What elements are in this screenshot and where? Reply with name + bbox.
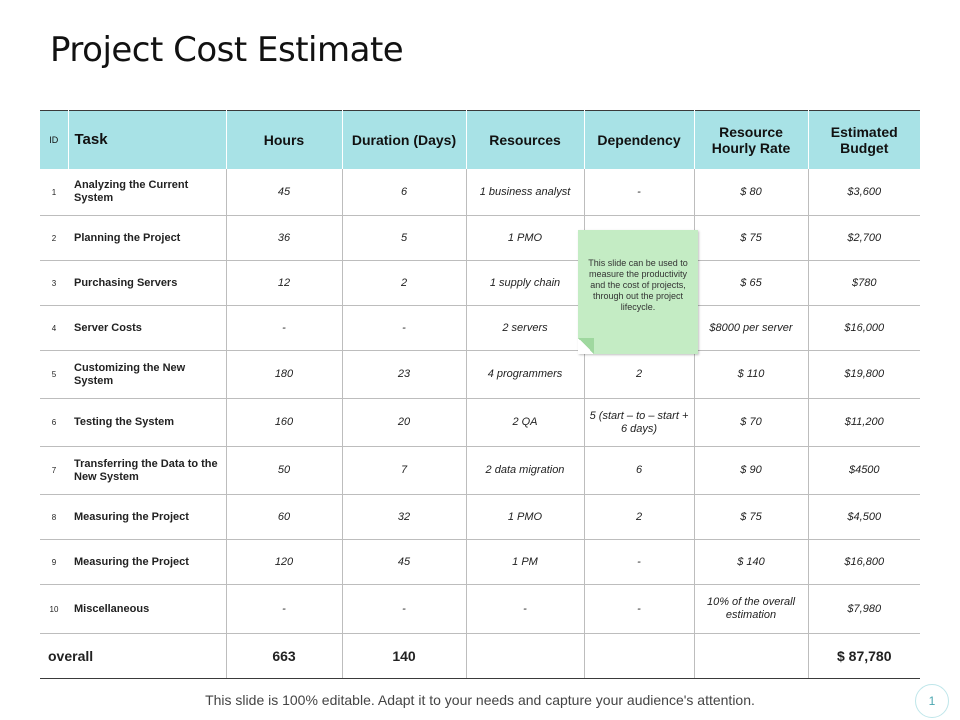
row-rate: $8000 per server [694,306,808,351]
table-row [40,261,920,306]
table-row [40,585,920,634]
table-row [40,216,920,261]
row-budget: $11,200 [808,399,920,447]
row-id: 8 [40,495,68,540]
row-duration: 32 [342,495,466,540]
total-hours: 663 [226,634,342,679]
row-dependency: - [584,169,694,216]
row-duration: - [342,306,466,351]
row-dependency: - [584,540,694,585]
row-task: Miscellaneous [68,585,226,634]
row-duration: 5 [342,216,466,261]
row-id: 1 [40,169,68,216]
slide-title: Project Cost Estimate [50,30,404,70]
row-duration: 23 [342,351,466,399]
row-id: 6 [40,399,68,447]
row-hours: 120 [226,540,342,585]
total-duration: 140 [342,634,466,679]
row-hours: 50 [226,447,342,495]
row-task: Transferring the Data to the New System [68,447,226,495]
table-row [40,169,920,216]
row-resources: 1 PMO [466,216,584,261]
row-rate: $ 65 [694,261,808,306]
table-row [40,495,920,540]
row-hours: - [226,306,342,351]
total-rate [694,634,808,679]
row-resources: - [466,585,584,634]
table-row [40,447,920,495]
header-resources: Resources [466,111,584,170]
row-resources: 1 supply chain [466,261,584,306]
row-rate: $ 90 [694,447,808,495]
row-resources: 1 PMO [466,495,584,540]
row-hours: 36 [226,216,342,261]
row-hours: 60 [226,495,342,540]
total-dependency [584,634,694,679]
header-task: Task [68,111,226,170]
row-id: 2 [40,216,68,261]
total-resources [466,634,584,679]
header-duration: Duration (Days) [342,111,466,170]
row-task: Analyzing the Current System [68,169,226,216]
row-task: Purchasing Servers [68,261,226,306]
table-row [40,351,920,399]
row-dependency: - [584,585,694,634]
header-budget: Estimated Budget [808,111,920,170]
header-dependency: Dependency [584,111,694,170]
row-budget: $2,700 [808,216,920,261]
row-budget: $7,980 [808,585,920,634]
row-hours: 180 [226,351,342,399]
row-hours: 12 [226,261,342,306]
table-row [40,399,920,447]
row-rate: $ 140 [694,540,808,585]
row-task: Testing the System [68,399,226,447]
row-duration: 2 [342,261,466,306]
row-dependency: 5 (start – to – start + 6 days) [584,399,694,447]
row-hours: - [226,585,342,634]
cost-estimate-table [40,110,920,679]
row-budget: $16,000 [808,306,920,351]
row-task: Server Costs [68,306,226,351]
header-id: ID [40,111,68,170]
row-id: 5 [40,351,68,399]
row-id: 3 [40,261,68,306]
row-budget: $3,600 [808,169,920,216]
row-budget: $4,500 [808,495,920,540]
row-resources: 1 business analyst [466,169,584,216]
row-dependency: 2 [584,495,694,540]
sticky-note-fold [578,338,594,354]
table-header-row [40,111,920,170]
header-hours: Hours [226,111,342,170]
row-duration: 6 [342,169,466,216]
row-resources: 4 programmers [466,351,584,399]
total-label: overall [40,634,226,679]
sticky-note-text: This slide can be used to measure the productivity and the cost of projects, through out the project lifecycle. [588,258,688,312]
sticky-note [578,230,698,354]
row-rate: 10% of the overall estimation [694,585,808,634]
page-number: 1 [915,684,949,718]
row-budget: $16,800 [808,540,920,585]
row-budget: $4500 [808,447,920,495]
row-rate: $ 110 [694,351,808,399]
row-id: 9 [40,540,68,585]
row-duration: 7 [342,447,466,495]
row-id: 7 [40,447,68,495]
row-resources: 1 PM [466,540,584,585]
row-rate: $ 75 [694,216,808,261]
row-rate: $ 80 [694,169,808,216]
row-duration: - [342,585,466,634]
total-row [40,634,920,679]
row-id: 4 [40,306,68,351]
row-budget: $780 [808,261,920,306]
table-row [40,540,920,585]
table-row [40,306,920,351]
row-dependency: 6 [584,447,694,495]
row-budget: $19,800 [808,351,920,399]
footnote: This slide is 100% editable. Adapt it to your needs and capture your audience's attention. [205,692,755,708]
row-task: Customizing the New System [68,351,226,399]
row-resources: 2 data migration [466,447,584,495]
row-task: Measuring the Project [68,495,226,540]
row-rate: $ 70 [694,399,808,447]
row-resources: 2 QA [466,399,584,447]
row-resources: 2 servers [466,306,584,351]
row-duration: 20 [342,399,466,447]
row-task: Measuring the Project [68,540,226,585]
row-rate: $ 75 [694,495,808,540]
row-id: 10 [40,585,68,634]
header-rate: Resource Hourly Rate [694,111,808,170]
row-hours: 45 [226,169,342,216]
row-task: Planning the Project [68,216,226,261]
row-dependency: 2 [584,351,694,399]
row-hours: 160 [226,399,342,447]
total-budget: $ 87,780 [808,634,920,679]
row-duration: 45 [342,540,466,585]
